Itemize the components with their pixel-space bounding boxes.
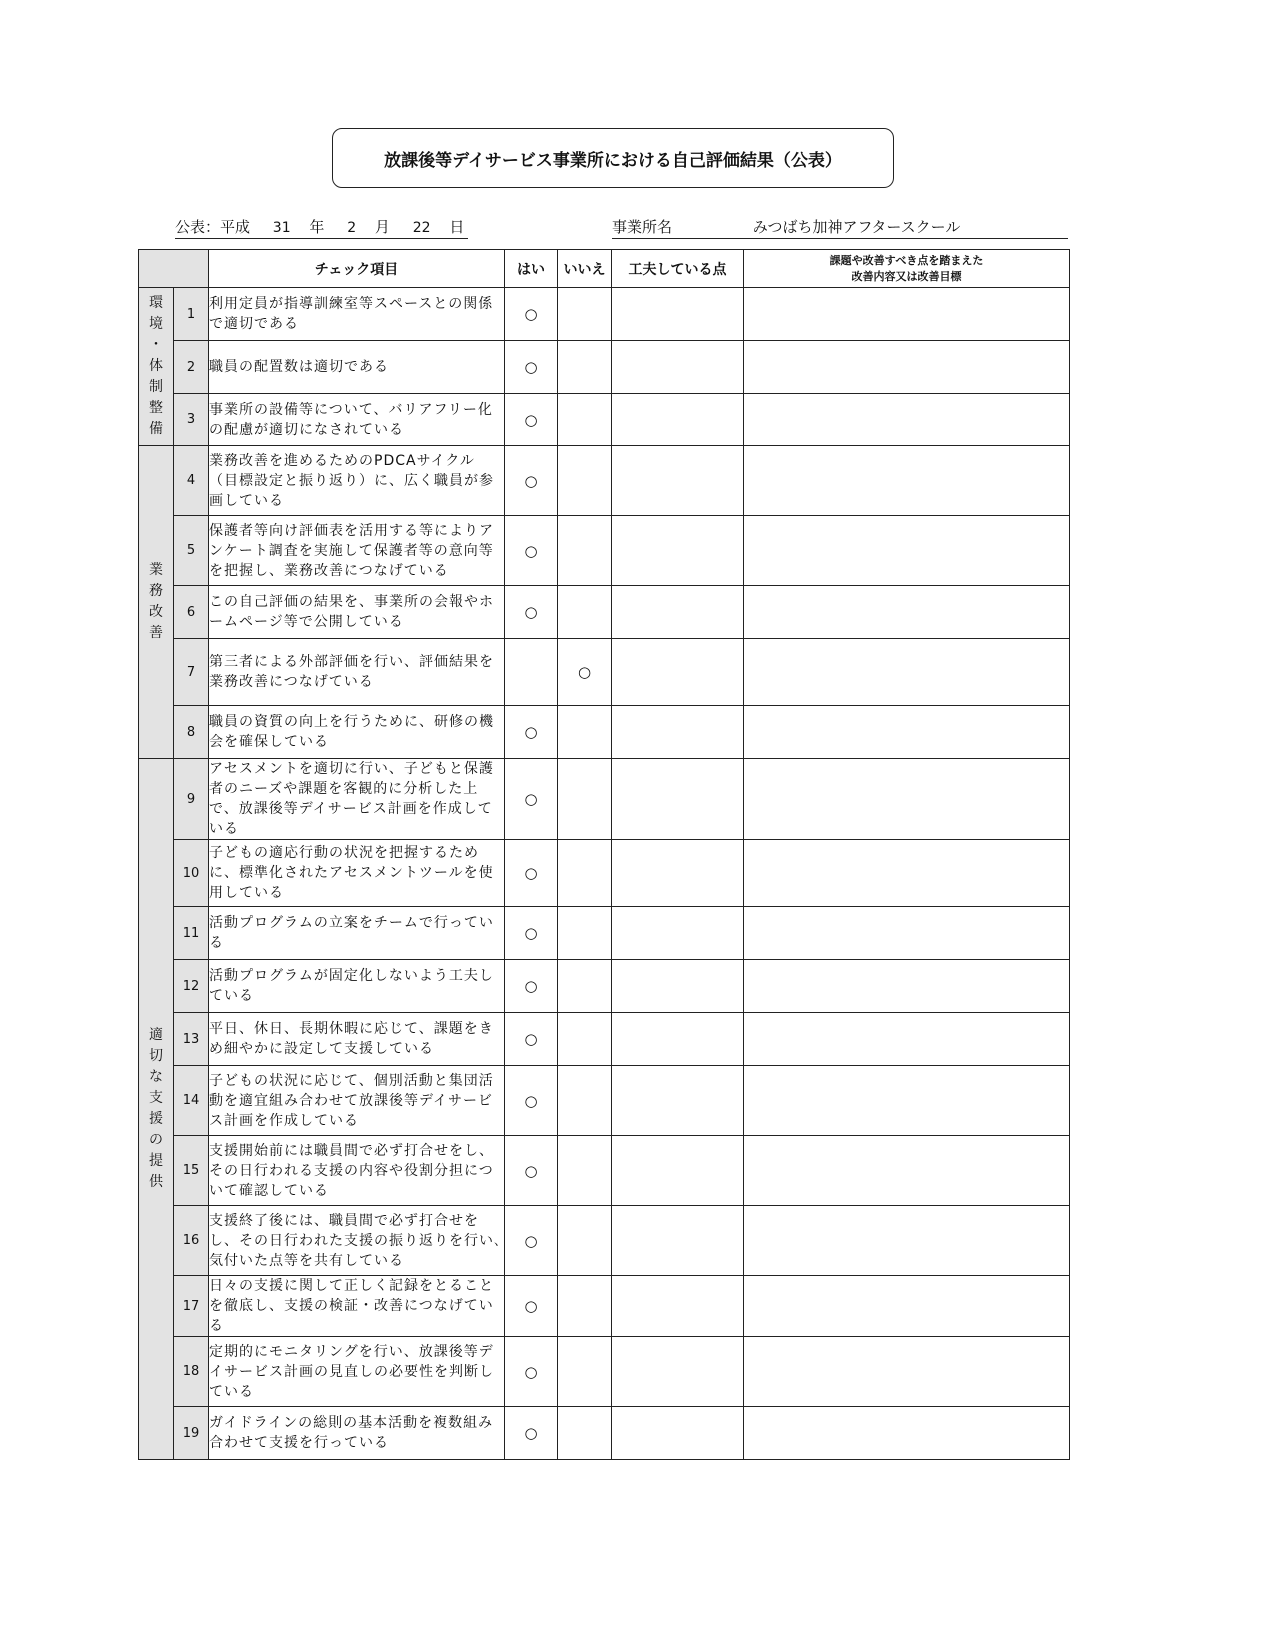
category-char: 供 — [149, 1174, 163, 1190]
check-item-text: 第三者による外部評価を行い、評価結果を業務改善につなげている — [209, 639, 505, 706]
publish-month: 2 — [347, 220, 357, 236]
check-item-text: 平日、休日、長期休暇に応じて、課題をきめ細やかに設定して支援している — [209, 1013, 505, 1066]
yes-mark: ○ — [505, 1337, 558, 1407]
effort-cell — [612, 288, 744, 341]
row-number: 7 — [174, 639, 209, 706]
category-char: 備 — [149, 421, 163, 437]
publish-year: 31 — [272, 220, 291, 236]
yes-mark: ○ — [505, 288, 558, 341]
check-item-text: 子どもの適応行動の状況を把握するために、標準化されたアセスメントツールを使用している — [209, 840, 505, 907]
effort-cell — [612, 394, 744, 446]
row-number: 5 — [174, 516, 209, 586]
category-char: 業 — [149, 562, 163, 578]
header-improvement — [744, 250, 1070, 288]
no-mark — [558, 341, 612, 394]
improvement-cell — [744, 840, 1070, 907]
effort-cell — [612, 516, 744, 586]
yes-mark: ○ — [505, 586, 558, 639]
effort-cell — [612, 1407, 744, 1460]
improvement-cell — [744, 394, 1070, 446]
table-row — [139, 759, 1070, 840]
header-improvement-line1: 課題や改善すべき点を踏まえた — [829, 253, 984, 267]
yes-mark: ○ — [505, 516, 558, 586]
yes-mark: ○ — [505, 840, 558, 907]
table-row — [139, 1206, 1070, 1276]
category-char: ・ — [149, 337, 163, 353]
check-item-text: 支援終了後には、職員間で必ず打合せをし、その日行われた支援の振り返りを行い､気付いた点等を共有している — [209, 1206, 505, 1276]
yes-mark: ○ — [505, 341, 558, 394]
publish-day-unit: 日 — [449, 218, 465, 236]
improvement-cell — [744, 341, 1070, 394]
table-row — [139, 706, 1070, 759]
category-char: 適 — [149, 1027, 163, 1043]
yes-mark: ○ — [505, 759, 558, 840]
header-corner — [139, 250, 209, 288]
improvement-cell — [744, 516, 1070, 586]
check-item-text: 職員の資質の向上を行うために、研修の機会を確保している — [209, 706, 505, 759]
row-number: 11 — [174, 907, 209, 960]
effort-cell — [612, 1206, 744, 1276]
header-check-item: チェック項目 — [209, 250, 505, 288]
category-char: 制 — [149, 379, 163, 395]
office-name: みつばち加神アフタースクール — [752, 218, 961, 236]
page-title: 放課後等デイサービス事業所における自己評価結果（公表） — [332, 128, 894, 188]
row-number: 15 — [174, 1136, 209, 1206]
header-improvement-line2: 改善内容又は改善目標 — [851, 269, 962, 283]
yes-mark: ○ — [505, 960, 558, 1013]
publish-day: 22 — [412, 220, 431, 236]
yes-mark: ○ — [505, 1206, 558, 1276]
effort-cell — [612, 706, 744, 759]
check-item-text: 業務改善を進めるためのPDCAサイクル（目標設定と振り返り）に、広く職員が参画している — [209, 446, 505, 516]
improvement-cell — [744, 639, 1070, 706]
improvement-cell — [744, 1276, 1070, 1337]
no-mark — [558, 1337, 612, 1407]
yes-mark: ○ — [505, 1013, 558, 1066]
row-number: 3 — [174, 394, 209, 446]
no-mark — [558, 759, 612, 840]
table-row — [139, 1066, 1070, 1136]
row-number: 12 — [174, 960, 209, 1013]
category-char: 環 — [149, 295, 163, 311]
header-row — [139, 250, 1070, 288]
table-row — [139, 1276, 1070, 1337]
improvement-cell — [744, 1206, 1070, 1276]
header-effort: 工夫している点 — [612, 250, 744, 288]
office-info — [612, 216, 1068, 239]
row-number: 17 — [174, 1276, 209, 1337]
no-mark — [558, 516, 612, 586]
office-label: 事業所名 — [612, 218, 673, 236]
table-row — [139, 341, 1070, 394]
effort-cell — [612, 960, 744, 1013]
table-row — [139, 1337, 1070, 1407]
effort-cell — [612, 840, 744, 907]
category-cell — [139, 759, 174, 1460]
publish-month-unit: 月 — [374, 218, 390, 236]
improvement-cell — [744, 960, 1070, 1013]
table-row — [139, 639, 1070, 706]
publish-label: 公表：平成 — [175, 218, 251, 236]
row-number: 16 — [174, 1206, 209, 1276]
no-mark — [558, 706, 612, 759]
category-char: 体 — [149, 358, 163, 374]
effort-cell — [612, 1136, 744, 1206]
check-item-text: 支援開始前には職員間で必ず打合せをし、その日行われる支援の内容や役割分担について確認している — [209, 1136, 505, 1206]
check-item-text: 活動プログラムが固定化しないよう工夫している — [209, 960, 505, 1013]
no-mark — [558, 960, 612, 1013]
row-number: 8 — [174, 706, 209, 759]
effort-cell — [612, 586, 744, 639]
row-number: 14 — [174, 1066, 209, 1136]
check-item-text: この自己評価の結果を、事業所の会報やホームページ等で公開している — [209, 586, 505, 639]
category-char: 務 — [149, 583, 163, 599]
no-mark — [558, 586, 612, 639]
row-number: 1 — [174, 288, 209, 341]
category-char: の — [149, 1132, 163, 1148]
effort-cell — [612, 1066, 744, 1136]
improvement-cell — [744, 759, 1070, 840]
self-evaluation-table — [138, 249, 1070, 1460]
effort-cell — [612, 1276, 744, 1337]
check-item-text: 職員の配置数は適切である — [209, 341, 505, 394]
no-mark — [558, 446, 612, 516]
category-char: 改 — [149, 604, 163, 620]
publish-date — [175, 216, 468, 239]
table-row — [139, 394, 1070, 446]
yes-mark — [505, 639, 558, 706]
yes-mark: ○ — [505, 394, 558, 446]
check-item-text: 活動プログラムの立案をチームで行っている — [209, 907, 505, 960]
table-row — [139, 840, 1070, 907]
row-number: 19 — [174, 1407, 209, 1460]
category-char: 切 — [149, 1048, 163, 1064]
check-item-text: 定期的にモニタリングを行い、放課後等デイサービス計画の見直しの必要性を判断している — [209, 1337, 505, 1407]
no-mark — [558, 1066, 612, 1136]
table-row — [139, 960, 1070, 1013]
yes-mark: ○ — [505, 1136, 558, 1206]
check-item-text: 子どもの状況に応じて、個別活動と集団活動を適宜組み合わせて放課後等デイサービス計画を作成している — [209, 1066, 505, 1136]
category-char: 提 — [149, 1153, 163, 1169]
effort-cell — [612, 759, 744, 840]
check-item-text: 日々の支援に関して正しく記録をとることを徹底し、支援の検証・改善につなげている — [209, 1276, 505, 1337]
row-number: 6 — [174, 586, 209, 639]
table-row — [139, 1407, 1070, 1460]
row-number: 9 — [174, 759, 209, 840]
effort-cell — [612, 1337, 744, 1407]
category-cell — [139, 288, 174, 446]
yes-mark: ○ — [505, 907, 558, 960]
publish-year-unit: 年 — [309, 218, 325, 236]
improvement-cell — [744, 1337, 1070, 1407]
row-number: 10 — [174, 840, 209, 907]
category-char: 境 — [149, 316, 163, 332]
yes-mark: ○ — [505, 1066, 558, 1136]
check-item-text: アセスメントを適切に行い、子どもと保護者のニーズや課題を客観的に分析した上で、放課後等デイサービス計画を作成している — [209, 759, 505, 840]
yes-mark: ○ — [505, 446, 558, 516]
header-no: いいえ — [558, 250, 612, 288]
improvement-cell — [744, 706, 1070, 759]
effort-cell — [612, 1013, 744, 1066]
row-number: 4 — [174, 446, 209, 516]
no-mark — [558, 1206, 612, 1276]
improvement-cell — [744, 288, 1070, 341]
row-number: 2 — [174, 341, 209, 394]
check-item-text: 保護者等向け評価表を活用する等によりアンケート調査を実施して保護者等の意向等を把握し、業務改善につなげている — [209, 516, 505, 586]
improvement-cell — [744, 907, 1070, 960]
no-mark — [558, 1276, 612, 1337]
check-item-text: ガイドラインの総則の基本活動を複数組み合わせて支援を行っている — [209, 1407, 505, 1460]
effort-cell — [612, 446, 744, 516]
effort-cell — [612, 907, 744, 960]
table-row — [139, 446, 1070, 516]
improvement-cell — [744, 1013, 1070, 1066]
improvement-cell — [744, 1407, 1070, 1460]
check-item-text: 事業所の設備等について、バリアフリー化の配慮が適切になされている — [209, 394, 505, 446]
yes-mark: ○ — [505, 706, 558, 759]
effort-cell — [612, 341, 744, 394]
no-mark — [558, 1136, 612, 1206]
improvement-cell — [744, 1136, 1070, 1206]
improvement-cell — [744, 446, 1070, 516]
no-mark — [558, 840, 612, 907]
row-number: 18 — [174, 1337, 209, 1407]
improvement-cell — [744, 1066, 1070, 1136]
category-char: 援 — [149, 1111, 163, 1127]
no-mark — [558, 1407, 612, 1460]
no-mark — [558, 907, 612, 960]
yes-mark: ○ — [505, 1407, 558, 1460]
yes-mark: ○ — [505, 1276, 558, 1337]
no-mark — [558, 394, 612, 446]
table-row — [139, 1013, 1070, 1066]
no-mark — [558, 1013, 612, 1066]
table-row — [139, 1136, 1070, 1206]
row-number: 13 — [174, 1013, 209, 1066]
header-yes: はい — [505, 250, 558, 288]
category-char: 善 — [149, 625, 163, 641]
category-char: 整 — [149, 400, 163, 416]
table-row — [139, 907, 1070, 960]
table-row — [139, 586, 1070, 639]
no-mark — [558, 288, 612, 341]
category-cell — [139, 446, 174, 759]
category-char: 支 — [149, 1090, 163, 1106]
no-mark: ○ — [558, 639, 612, 706]
table-row — [139, 516, 1070, 586]
category-char: な — [149, 1069, 163, 1085]
improvement-cell — [744, 586, 1070, 639]
table-row — [139, 288, 1070, 341]
effort-cell — [612, 639, 744, 706]
check-item-text: 利用定員が指導訓練室等スペースとの関係で適切である — [209, 288, 505, 341]
